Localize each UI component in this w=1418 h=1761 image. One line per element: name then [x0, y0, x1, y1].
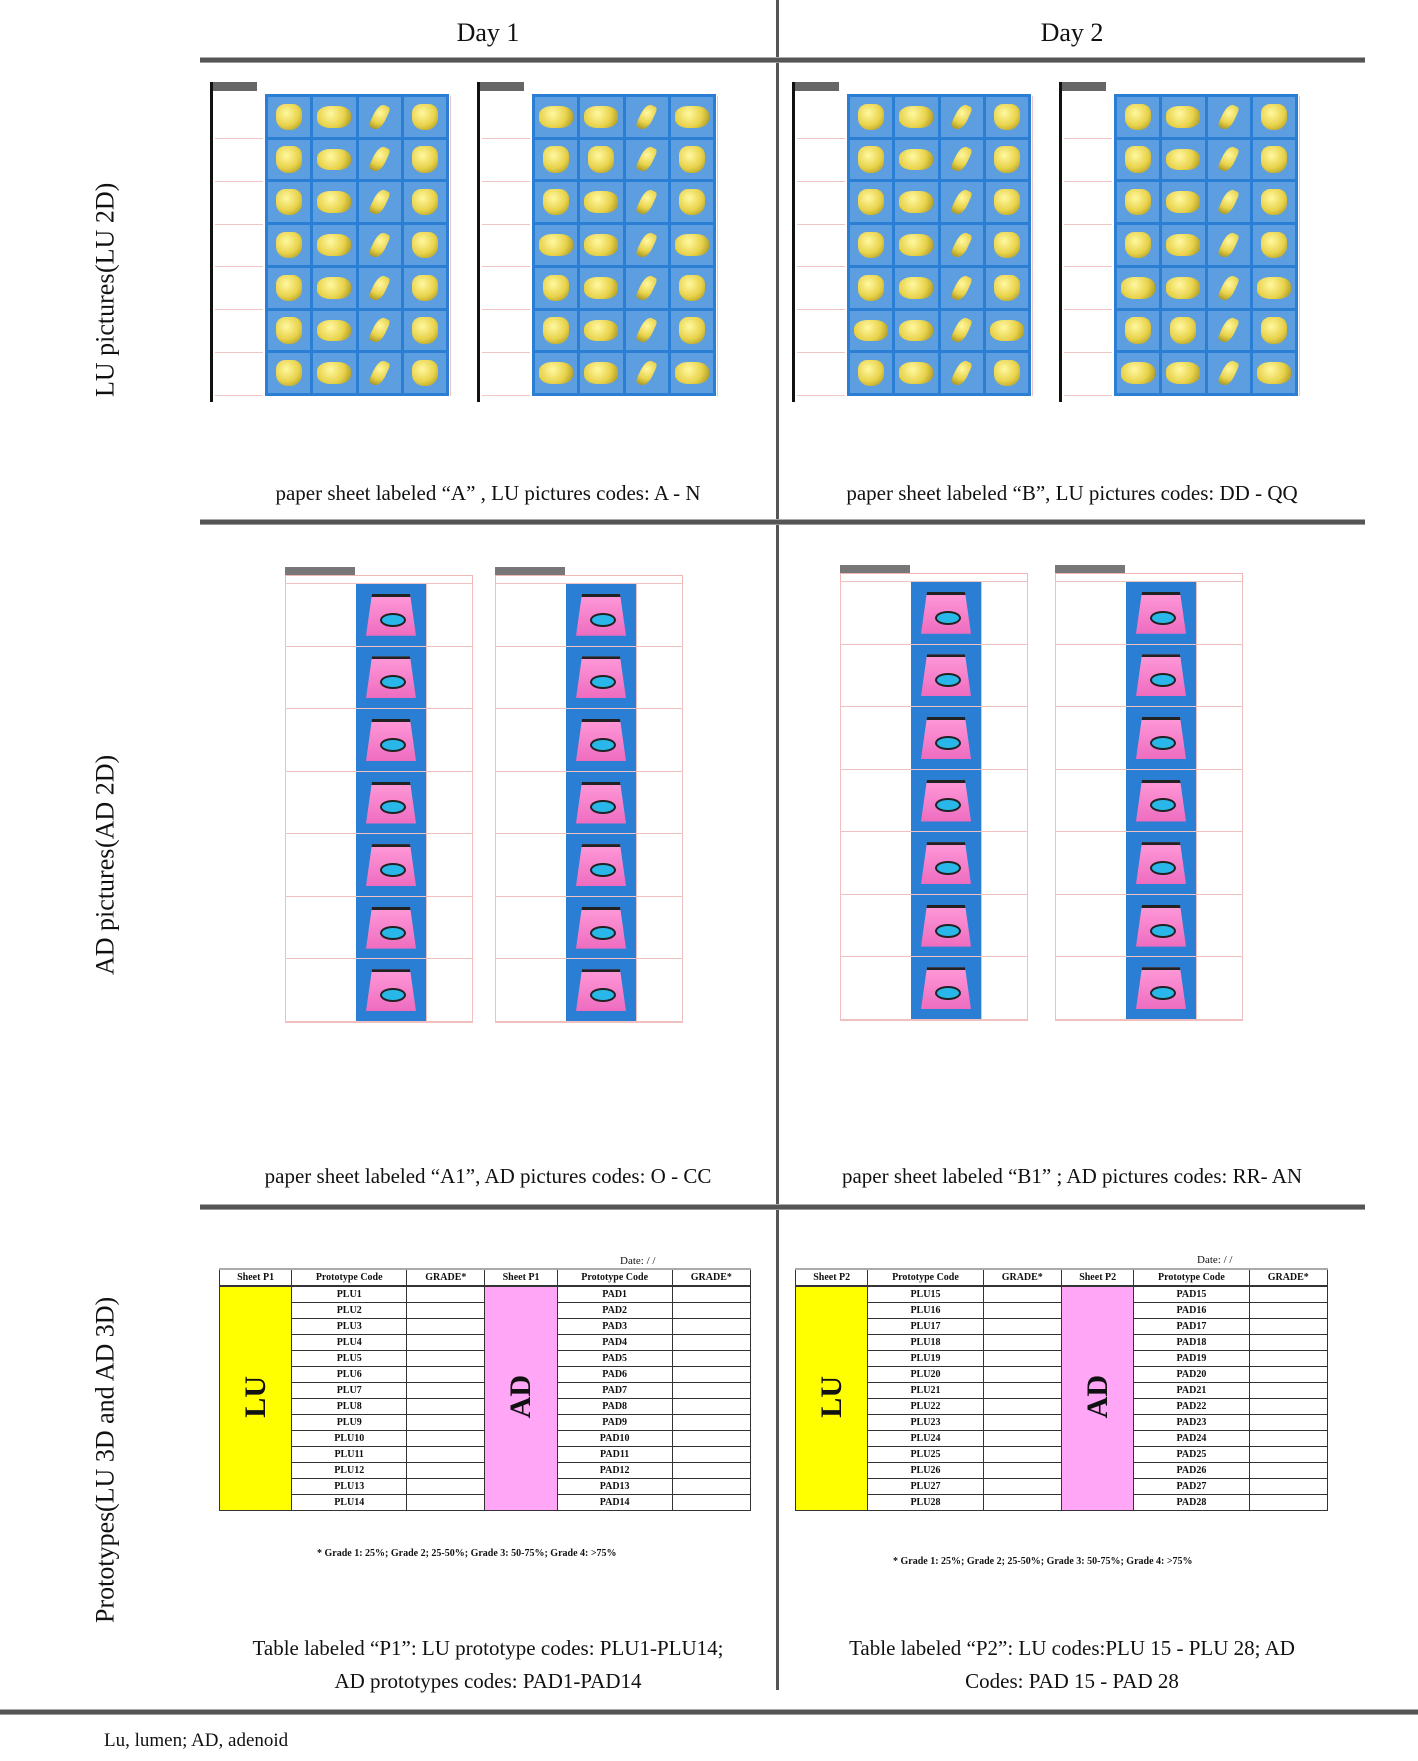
grade-cell[interactable] [983, 1495, 1061, 1511]
row-label-ad-subtitle: (AD 2D) [90, 755, 120, 849]
row-label-proto-title: Prototypes [90, 1511, 120, 1624]
ad-sheet-page [1055, 565, 1243, 1023]
grade-cell[interactable] [672, 1479, 750, 1495]
grade-cell[interactable] [672, 1351, 750, 1367]
lu-sheet-page [792, 82, 1059, 402]
p1-date-label: Date: / / [620, 1255, 656, 1267]
grade-cell[interactable] [1249, 1399, 1328, 1415]
caption-lu-day1: paper sheet labeled “A” , LU pictures codes: A - N [275, 481, 701, 505]
prototype-code: PAD26 [1134, 1463, 1249, 1479]
grade-cell[interactable] [1249, 1286, 1328, 1303]
p1-header: Prototype Code [557, 1269, 672, 1286]
grade-cell[interactable] [983, 1399, 1061, 1415]
column-header-day1: Day 1 [456, 18, 520, 47]
prototype-code: PAD20 [1134, 1367, 1249, 1383]
prototype-code: PAD27 [1134, 1479, 1249, 1495]
caption-proto-day1-line2: AD prototypes codes: PAD1-PAD14 [334, 1668, 642, 1693]
ad-sheet-page [840, 565, 1028, 1023]
grade-cell[interactable] [1249, 1319, 1328, 1335]
prototype-code: PAD1 [557, 1286, 672, 1303]
grade-cell[interactable] [1249, 1303, 1328, 1319]
grade-cell[interactable] [1249, 1367, 1328, 1383]
lu-image-grid [847, 94, 1031, 396]
grade-cell[interactable] [983, 1447, 1061, 1463]
grade-cell[interactable] [1249, 1463, 1328, 1479]
p2-ad-group: AD [1061, 1286, 1133, 1511]
lu-sheet-b-image [792, 82, 1326, 402]
prototype-code: PLU3 [292, 1319, 407, 1335]
prototype-code: PAD25 [1134, 1447, 1249, 1463]
prototype-code: PAD13 [557, 1479, 672, 1495]
grade-cell[interactable] [407, 1351, 485, 1367]
grade-cell[interactable] [407, 1319, 485, 1335]
grade-cell[interactable] [672, 1447, 750, 1463]
p2-header: Sheet P2 [1061, 1269, 1133, 1286]
grade-cell[interactable] [672, 1463, 750, 1479]
grade-cell[interactable] [983, 1351, 1061, 1367]
p2-header: Prototype Code [868, 1269, 983, 1286]
p1-header: GRADE* [407, 1269, 485, 1286]
prototype-code: PLU25 [868, 1447, 983, 1463]
caption-ad-day2: paper sheet labeled “B1” ; AD pictures codes: RR- AN [841, 1164, 1303, 1188]
p2-header: GRADE* [1249, 1269, 1328, 1286]
prototype-code: PLU5 [292, 1351, 407, 1367]
grade-cell[interactable] [407, 1479, 485, 1495]
prototype-code: PLU17 [868, 1319, 983, 1335]
prototype-code: PAD3 [557, 1319, 672, 1335]
prototype-code: PAD4 [557, 1335, 672, 1351]
prototype-code: PLU16 [868, 1303, 983, 1319]
row-label-lu-subtitle: (LU 2D) [90, 183, 120, 274]
grade-cell[interactable] [672, 1335, 750, 1351]
prototype-table-p2 [795, 1268, 1328, 1511]
prototype-code: PAD19 [1134, 1351, 1249, 1367]
prototype-code: PLU28 [868, 1495, 983, 1511]
grade-cell[interactable] [672, 1303, 750, 1319]
row-label-proto-subtitle: (LU 3D and AD 3D) [90, 1296, 120, 1512]
prototype-code: PLU19 [868, 1351, 983, 1367]
prototype-code: PLU10 [292, 1431, 407, 1447]
prototype-code: PAD24 [1134, 1431, 1249, 1447]
grade-cell[interactable] [1249, 1495, 1328, 1511]
grade-cell[interactable] [672, 1286, 750, 1303]
lu-sheet-page [477, 82, 744, 402]
prototype-code: PAD28 [1134, 1495, 1249, 1511]
grade-cell[interactable] [983, 1319, 1061, 1335]
prototype-code: PAD11 [557, 1447, 672, 1463]
grade-cell[interactable] [672, 1415, 750, 1431]
grade-cell[interactable] [407, 1415, 485, 1431]
p2-grade-note: * Grade 1: 25%; Grade 2; 25-50%; Grade 3: 50-75%; Grade 4: >75% [893, 1556, 1193, 1567]
p1-header: Sheet P1 [220, 1269, 292, 1286]
bottom-rule [0, 1710, 1418, 1714]
prototype-code: PLU4 [292, 1335, 407, 1351]
abbreviation-footnote: Lu, lumen; AD, adenoid [104, 1730, 289, 1751]
prototype-code: PLU7 [292, 1383, 407, 1399]
row-label-lu-title: LU pictures [90, 273, 120, 397]
prototype-code: PAD6 [557, 1367, 672, 1383]
p1-header: Prototype Code [292, 1269, 407, 1286]
row-rule-2 [200, 1205, 1365, 1209]
grade-cell[interactable] [672, 1431, 750, 1447]
grade-cell[interactable] [407, 1286, 485, 1303]
row-label-prototypes [50, 1215, 160, 1705]
grade-cell[interactable] [983, 1431, 1061, 1447]
prototype-code: PLU20 [868, 1367, 983, 1383]
prototype-code: PLU24 [868, 1431, 983, 1447]
lu-sheet-a-image [210, 82, 744, 402]
prototype-code: PLU27 [868, 1479, 983, 1495]
prototype-code: PAD8 [557, 1399, 672, 1415]
grade-cell[interactable] [407, 1383, 485, 1399]
prototype-code: PLU1 [292, 1286, 407, 1303]
prototype-code: PAD23 [1134, 1415, 1249, 1431]
p1-lu-group: LU [220, 1286, 292, 1511]
grade-cell[interactable] [983, 1383, 1061, 1399]
prototype-code: PLU12 [292, 1463, 407, 1479]
grade-cell[interactable] [1249, 1351, 1328, 1367]
prototype-code: PAD14 [557, 1495, 672, 1511]
grade-cell[interactable] [407, 1463, 485, 1479]
p2-header: Prototype Code [1134, 1269, 1249, 1286]
grade-cell[interactable] [407, 1495, 485, 1511]
prototype-table-p1 [219, 1268, 751, 1511]
prototype-code: PLU8 [292, 1399, 407, 1415]
header-rule [200, 58, 1365, 62]
caption-proto-day1-line1: Table labeled “P1”: LU prototype codes: PLU1-PLU14; [252, 1636, 724, 1660]
p1-grade-note: * Grade 1: 25%; Grade 2; 25-50%; Grade 3: 50-75%; Grade 4: >75% [317, 1548, 617, 1559]
prototype-code: PAD9 [557, 1415, 672, 1431]
grade-cell[interactable] [672, 1399, 750, 1415]
prototype-code: PLU14 [292, 1495, 407, 1511]
p2-header: GRADE* [983, 1269, 1061, 1286]
prototype-code: PAD12 [557, 1463, 672, 1479]
grade-cell[interactable] [983, 1303, 1061, 1319]
prototype-code: PAD7 [557, 1383, 672, 1399]
lu-sheet-page [210, 82, 477, 402]
grade-cell[interactable] [983, 1286, 1061, 1303]
grade-cell[interactable] [983, 1335, 1061, 1351]
prototype-code: PLU21 [868, 1383, 983, 1399]
prototype-code: PLU13 [292, 1479, 407, 1495]
grade-cell[interactable] [407, 1447, 485, 1463]
prototype-code: PAD10 [557, 1431, 672, 1447]
prototype-code: PAD15 [1134, 1286, 1249, 1303]
prototype-code: PLU2 [292, 1303, 407, 1319]
prototype-code: PLU6 [292, 1367, 407, 1383]
grade-cell[interactable] [983, 1367, 1061, 1383]
grade-cell[interactable] [407, 1335, 485, 1351]
caption-ad-day1: paper sheet labeled “A1”, AD pictures codes: O - CC [264, 1164, 712, 1188]
grade-cell[interactable] [1249, 1383, 1328, 1399]
grade-cell[interactable] [983, 1463, 1061, 1479]
prototype-code: PAD21 [1134, 1383, 1249, 1399]
caption-proto-day2-line2: Codes: PAD 15 - PAD 28 [965, 1668, 1179, 1693]
grade-cell[interactable] [672, 1495, 750, 1511]
prototype-code: PLU9 [292, 1415, 407, 1431]
grade-cell[interactable] [672, 1367, 750, 1383]
column-divider [776, 0, 779, 1690]
grade-cell[interactable] [672, 1319, 750, 1335]
row-label-lu [50, 70, 160, 510]
grade-cell[interactable] [407, 1431, 485, 1447]
prototype-code: PLU26 [868, 1463, 983, 1479]
p1-header: Sheet P1 [485, 1269, 557, 1286]
grade-cell[interactable] [407, 1367, 485, 1383]
prototype-code: PAD16 [1134, 1303, 1249, 1319]
row-rule-1 [200, 520, 1365, 524]
grade-cell[interactable] [407, 1399, 485, 1415]
lu-image-grid [1114, 94, 1298, 396]
row-label-ad [50, 530, 160, 1200]
caption-proto-day2-line1: Table labeled “P2”: LU codes:PLU 15 - PLU 28; AD [849, 1636, 1295, 1660]
caption-lu-day2: paper sheet labeled “B”, LU pictures codes: DD - QQ [846, 481, 1298, 505]
lu-sheet-page [1059, 82, 1326, 402]
grade-cell[interactable] [983, 1415, 1061, 1431]
grade-cell[interactable] [1249, 1335, 1328, 1351]
grade-cell[interactable] [407, 1303, 485, 1319]
p2-header: Sheet P2 [796, 1269, 868, 1286]
row-label-ad-title: AD pictures [90, 848, 120, 975]
p2-date-label: Date: / / [1197, 1254, 1233, 1266]
prototype-code: PAD2 [557, 1303, 672, 1319]
grade-cell[interactable] [1249, 1431, 1328, 1447]
grade-cell[interactable] [1249, 1479, 1328, 1495]
p1-ad-group: AD [485, 1286, 557, 1511]
grade-cell[interactable] [983, 1479, 1061, 1495]
grade-cell[interactable] [672, 1383, 750, 1399]
prototype-code: PAD5 [557, 1351, 672, 1367]
p2-lu-group: LU [796, 1286, 868, 1511]
prototype-code: PAD17 [1134, 1319, 1249, 1335]
p1-header: GRADE* [672, 1269, 750, 1286]
lu-image-grid [265, 94, 449, 396]
prototype-code: PLU23 [868, 1415, 983, 1431]
caption-proto-day2 [779, 1632, 1365, 1697]
caption-proto-day1 [200, 1632, 776, 1697]
prototype-code: PAD22 [1134, 1399, 1249, 1415]
ad-sheet-page [285, 567, 473, 1025]
ad-sheet-page [495, 567, 683, 1025]
prototype-code: PAD18 [1134, 1335, 1249, 1351]
prototype-code: PLU18 [868, 1335, 983, 1351]
grade-cell[interactable] [1249, 1415, 1328, 1431]
prototype-code: PLU15 [868, 1286, 983, 1303]
prototype-code: PLU11 [292, 1447, 407, 1463]
grade-cell[interactable] [1249, 1447, 1328, 1463]
column-header-day2: Day 2 [1040, 18, 1104, 47]
prototype-code: PLU22 [868, 1399, 983, 1415]
lu-image-grid [532, 94, 716, 396]
